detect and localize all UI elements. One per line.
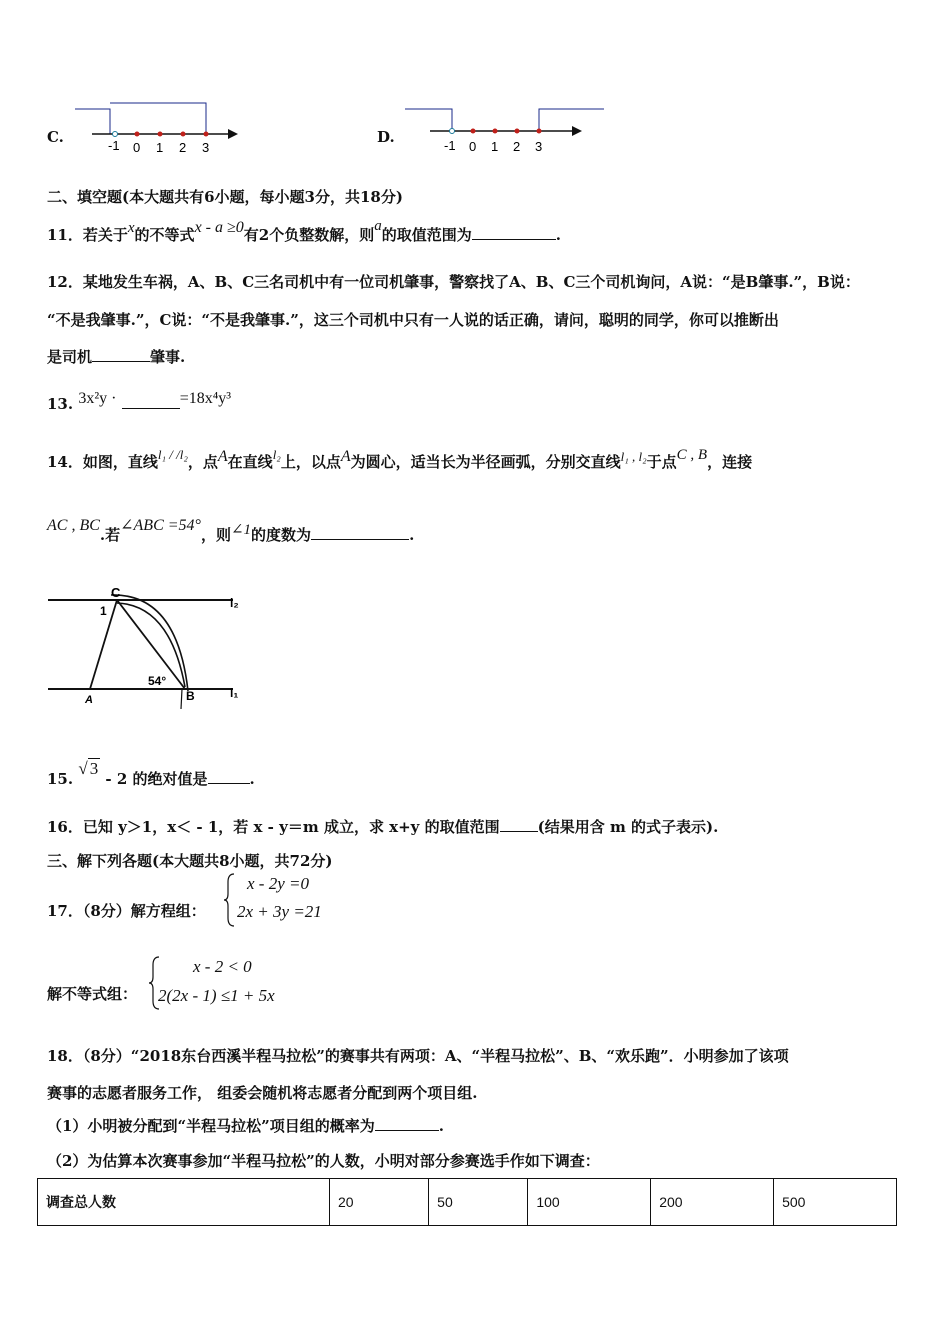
q14-lines: l₁ / /l₂ (157, 447, 188, 462)
tick-c-3: 3 (202, 140, 210, 155)
q15-end: . (249, 770, 255, 788)
q14-num: 14．如图，直线 (47, 453, 158, 471)
q15-t1: - 2 的绝对值是 (105, 770, 208, 788)
tick-c-1: 1 (156, 140, 164, 155)
table-cell: 100 (528, 1179, 651, 1226)
fig-label-l2: l₂ (230, 596, 239, 610)
q17-ineq2: 2(2x - 1) ≤1 + 5x (158, 986, 275, 1005)
q14-t8: ，则 (200, 526, 231, 544)
tick-d-3: 3 (535, 139, 543, 154)
q17-eq2: 2x + 3y =21 (237, 902, 322, 921)
fig-label-c: C (111, 585, 121, 600)
q16-answer-blank[interactable] (500, 817, 538, 832)
q14-t7: .若 (99, 526, 121, 544)
q13-lhs: 3x²y · (78, 390, 117, 407)
q14-t4: 为圆心，适当长为半径画弧，分别交直线 (350, 453, 621, 471)
q14-angle: ∠ABC =54° (120, 517, 201, 534)
question-12-line1: 12．某地发生车祸，A、B、C三名司机中有一位司机肇事，警察找了A、B、C三个司机询问，A说：“是B肇事.”，B说： (47, 273, 860, 291)
question-12-line2: “不是我肇事.”，C说：“不是我肇事.”，这三个司机中只有一人说的话正确，请问，聪明的同学，你可以推断出 (47, 311, 779, 329)
q11-var-a: a (374, 218, 382, 234)
q11-end: . (555, 226, 561, 244)
q13-answer-blank[interactable] (122, 394, 180, 409)
question-17-ineq-label: 解不等式组： (47, 985, 138, 1003)
fig-label-1: 1 (100, 604, 107, 618)
q14-point-a: A (217, 448, 228, 465)
q18-answer-blank[interactable] (375, 1116, 439, 1131)
q14-answer-blank[interactable] (311, 525, 409, 540)
question-14-line2 (47, 517, 415, 545)
q14-t6: ，连接 (707, 453, 753, 471)
q18-sub1a: （1）小明被分配到“半程马拉松”项目组的概率为 (47, 1117, 375, 1135)
q12-answer-blank[interactable] (92, 347, 150, 362)
option-d-label: D. (377, 128, 395, 146)
q17-eq1: x - 2y =0 (247, 874, 309, 893)
q14-t3: 上，以点 (280, 453, 341, 471)
parallel-lines-figure (45, 585, 250, 713)
q18-sub1b: . (438, 1117, 444, 1135)
question-18-sub2: （2）为估算本次赛事参加“半程马拉松”的人数，小明对部分参赛选手作如下调查： (47, 1152, 600, 1170)
q11-t3: 的取值范围为 (381, 226, 472, 244)
fig-label-54: 54° (148, 674, 167, 688)
q14-l2: l₂ (272, 447, 281, 462)
number-line-c (70, 98, 245, 158)
tick-d-1: 1 (491, 139, 499, 154)
tick-c-0: 0 (133, 140, 141, 155)
table-cell: 200 (651, 1179, 774, 1226)
q15-radicand: 3 (89, 759, 99, 778)
fig-label-a: A (85, 694, 93, 706)
question-14-line1 (47, 447, 753, 472)
q12-line3a: 是司机 (47, 348, 93, 366)
q14-t5: 于点 (646, 453, 677, 471)
sqrt-symbol: √ 3 (78, 759, 99, 778)
section3-title: 三、解下列各题(本大题共8小题，共72分) (47, 852, 333, 870)
table-row (38, 1179, 897, 1226)
fig-label-l1: l₁ (230, 686, 239, 700)
tick-c-2: 2 (179, 140, 187, 155)
q11-answer-blank[interactable] (472, 225, 556, 240)
question-12-line3 (47, 346, 185, 367)
fig-label-b: B (186, 689, 195, 703)
section2-title: 二、填空题(本大题共有6小题，每小题3分，共18分) (47, 188, 403, 206)
q14-t9: 的度数为 (251, 526, 312, 544)
question-18-sub1 (47, 1115, 444, 1136)
q15-num: 15. (47, 770, 74, 788)
q16-text: 16．已知 y＞1，x＜ - 1，若 x - y＝m 成立，求 x+y 的取值范围 (47, 818, 500, 836)
q17-brace (224, 872, 236, 928)
q14-t1: ，点 (187, 453, 218, 471)
tick-c-neg1: -1 (108, 138, 120, 153)
q13-num: 13. (47, 395, 74, 413)
question-15 (47, 759, 255, 789)
q16-tail: (结果用含 m 的式子表示). (537, 818, 719, 836)
number-line-d (400, 98, 610, 158)
question-18-line1: 18．（8分）“2018东台西溪半程马拉松”的赛事共有两项：A、“半程马拉松”、B、“欢乐跑”．小明参加了该项 (47, 1047, 789, 1065)
q11-t1: 的不等式 (134, 226, 195, 244)
question-18-line2: 赛事的志愿者服务工作， 组委会随机将志愿者分配到两个项目组. (47, 1084, 478, 1102)
question-17-label: 17．（8分）解方程组： (47, 902, 206, 920)
q14-end: . (409, 526, 415, 544)
q11-t2: 有2个负整数解，则 (243, 226, 375, 244)
question-11 (47, 218, 561, 245)
q12-line3b: 肇事. (150, 348, 186, 366)
option-c-label: C. (47, 128, 64, 146)
q13-rhs: =18x⁴y³ (179, 390, 232, 407)
q11-var-x: x (127, 220, 135, 236)
q14-angle1: ∠1 (230, 522, 252, 538)
q17-ineq1: x - 2 < 0 (193, 957, 252, 976)
tick-d-neg1: -1 (444, 138, 456, 153)
table-cell: 20 (330, 1179, 429, 1226)
table-cell: 50 (429, 1179, 528, 1226)
question-13 (47, 388, 232, 413)
q14-l1l2: l₁ , l₂ (620, 449, 647, 464)
question-16 (47, 816, 718, 837)
tick-d-2: 2 (513, 139, 521, 154)
survey-table (37, 1178, 897, 1226)
q15-answer-blank[interactable] (208, 769, 250, 784)
q14-ac-bc: AC , BC (47, 517, 100, 534)
tick-d-0: 0 (469, 139, 477, 154)
table-cell: 500 (774, 1179, 897, 1226)
q11-num: 11．若关于 (47, 226, 128, 244)
table-header-cell: 调查总人数 (38, 1179, 330, 1226)
q11-ineq: x - a ≥0 (194, 219, 244, 236)
q14-points-cb: C , B (676, 447, 708, 463)
q14-point-a2: A (340, 448, 351, 465)
q14-t2: 在直线 (227, 453, 273, 471)
